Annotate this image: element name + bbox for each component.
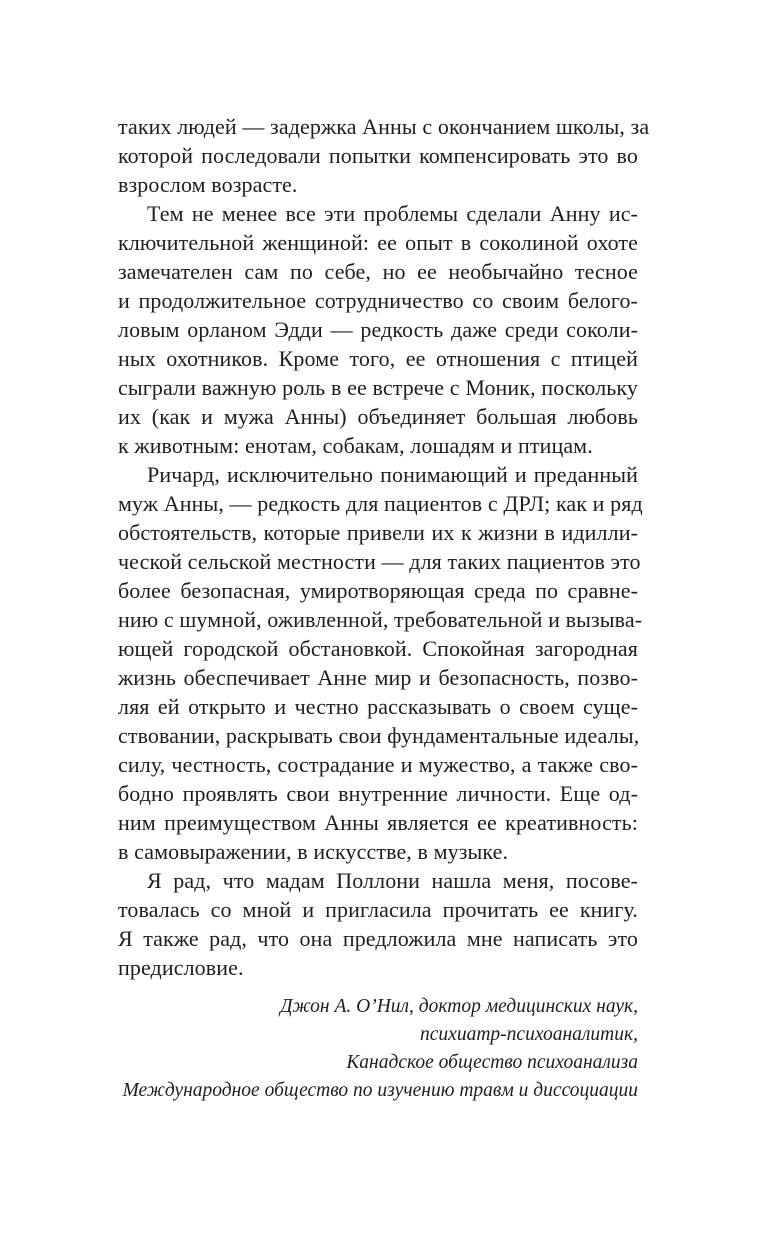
- text-line: товалась со мной и пригласила прочитать ее книгу.: [118, 897, 638, 922]
- text-line: Ричард, исключительно понимающий и преданный: [147, 462, 638, 487]
- text-line: в самовыражении, в искусстве, в музыке.: [118, 839, 509, 864]
- text-line: предисловие.: [118, 955, 244, 980]
- text-line: Я рад, что мадам Поллони нашла меня, посове-: [147, 868, 638, 893]
- text-line: взрослом возрасте.: [118, 172, 298, 197]
- text-line: Тем не менее все эти проблемы сделали Анну ис-: [147, 201, 638, 226]
- text-line: замечателен сам по себе, но ее необычайно тесное: [118, 259, 638, 284]
- text-line: ющей городской обстановкой. Спокойная загородная: [118, 636, 638, 661]
- text-line: муж Анны, — редкость для пациентов с ДРЛ; как и ряд: [118, 491, 643, 516]
- text-line: жизнь обеспечивает Анне мир и безопасность, позво-: [118, 665, 638, 690]
- text-line: таких людей — задержка Анны с окончанием школы, за: [118, 114, 650, 139]
- text-line: нию с шумной, оживленной, требовательной и вызыва-: [118, 607, 643, 632]
- text-line: более безопасная, умиротворяющая среда по сравне-: [118, 578, 638, 603]
- signature-profession: психиатр-психоаналитик,: [420, 1024, 638, 1045]
- text-line: их (как и мужа Анны) объединяет большая любовь: [118, 404, 638, 429]
- text-line: ключительной женщиной: ее опыт в соколиной охоте: [118, 230, 638, 255]
- text-line: ловым орланом Эдди — редкость даже среди соколи-: [118, 317, 638, 342]
- text-line: силу, честность, сострадание и мужество, а также сво-: [118, 752, 638, 777]
- text-line: обстоятельств, которые привели их к жизни в идилли-: [118, 520, 638, 545]
- text-line: бодно проявлять свои внутренние личности. Еще од-: [118, 781, 638, 806]
- text-line: сыграли важную роль в ее встрече с Моник, поскольку: [118, 375, 638, 400]
- paragraph-4: [118, 866, 638, 982]
- text-line: Я также рад, что она предложила мне написать это: [118, 926, 638, 951]
- paragraph-3: [118, 460, 643, 866]
- text-line: к животным: енотам, собакам, лошадям и птицам.: [118, 433, 593, 458]
- signature-affiliation-2: Международное общество по изучению травм и диссоциации: [122, 1080, 638, 1101]
- signature-block: [118, 993, 638, 1105]
- text-line: ческой сельской местности — для таких пациентов это: [118, 549, 641, 574]
- text-line: ляя ей открыто и честно рассказывать о своем суще-: [118, 694, 638, 719]
- paragraph-2: [118, 199, 638, 460]
- text-line: ним преимуществом Анны является ее креативность:: [118, 810, 638, 835]
- text-line: и продолжительное сотрудничество со своим белого-: [118, 288, 638, 313]
- text-line: которой последовали попытки компенсировать это во: [118, 143, 638, 168]
- signature-author: Джон А. О’Нил, доктор медицинских наук,: [280, 996, 638, 1017]
- paragraph-1: [118, 112, 650, 199]
- page-body: [118, 112, 650, 1105]
- text-line: ных охотников. Кроме того, ее отношения с птицей: [118, 346, 638, 371]
- signature-affiliation-1: Канадское общество психоанализа: [346, 1052, 638, 1073]
- text-line: ствовании, раскрывать свои фундаментальные идеалы,: [118, 723, 640, 748]
